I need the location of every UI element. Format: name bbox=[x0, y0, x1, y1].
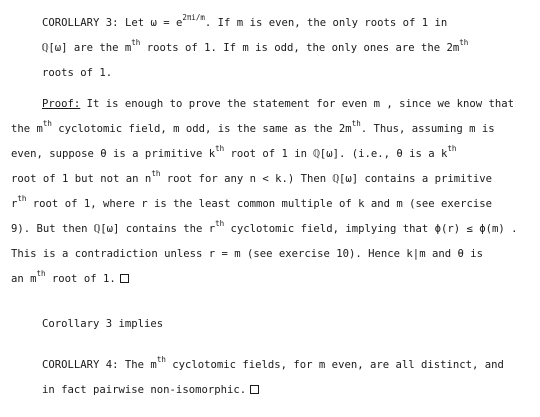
proof-text: root of 1 in ℚ[ω]. (i.e., θ is a k bbox=[224, 148, 448, 160]
proof-line8 bbox=[11, 269, 129, 286]
proof-line2 bbox=[11, 119, 495, 136]
corollary3-text: roots of 1. bbox=[42, 67, 113, 79]
corollary3-heading: COROLLARY 3: bbox=[42, 17, 119, 29]
proof-line7 bbox=[11, 247, 483, 261]
superscript: th bbox=[459, 38, 469, 48]
corollary3-text: roots of 1. If m is odd, the only ones are the 2m bbox=[140, 42, 460, 54]
proof-text: root of 1. bbox=[45, 273, 116, 285]
qed-box-icon bbox=[250, 385, 259, 394]
proof-text: even, suppose θ is a primitive k bbox=[11, 148, 216, 160]
superscript: th bbox=[351, 119, 361, 129]
proof-text: cyclotomic field, implying that ϕ(r) ≤ ϕ(m) . bbox=[224, 223, 518, 235]
transition-text: Corollary 3 implies bbox=[42, 318, 164, 330]
proof-line3 bbox=[11, 144, 457, 161]
corollary3-text: ℚ[ω] are the m bbox=[42, 42, 132, 54]
proof-label: Proof: bbox=[42, 98, 81, 110]
proof-text: the m bbox=[11, 123, 43, 135]
proof-line5 bbox=[11, 194, 493, 211]
corollary3-line3 bbox=[42, 66, 112, 80]
proof-text: root of 1, where r is the least common multiple of k and m (see exercise bbox=[26, 198, 493, 210]
proof-text: . Thus, assuming m is bbox=[360, 123, 495, 135]
superscript: th bbox=[215, 219, 225, 229]
proof-line1 bbox=[42, 97, 514, 111]
corollary4-text: in fact pairwise non-isomorphic. bbox=[42, 384, 247, 396]
proof-text: This is a contradiction unless r = m (see exercise 10). Hence k|m and θ is bbox=[11, 248, 483, 260]
superscript: th bbox=[131, 38, 141, 48]
proof-text: cyclotomic field, m odd, is the same as the 2m bbox=[51, 123, 352, 135]
qed-box-icon bbox=[120, 274, 129, 283]
corollary4-heading: COROLLARY 4: bbox=[42, 359, 119, 371]
corollary3-line2 bbox=[42, 38, 469, 55]
exponent: 2πi/m bbox=[182, 13, 205, 23]
corollary3-text: . If m is even, the only roots of 1 in bbox=[204, 17, 448, 29]
corollary3-text: Let ω = e bbox=[124, 17, 183, 29]
proof-text: root of 1 but not an n bbox=[11, 173, 152, 185]
proof-text: 9). But then ℚ[ω] contains the r bbox=[11, 223, 216, 235]
superscript: th bbox=[42, 119, 52, 129]
proof-line4 bbox=[11, 169, 493, 186]
transition-line bbox=[42, 317, 163, 331]
corollary4-line2 bbox=[42, 383, 259, 397]
corollary3-line1 bbox=[42, 13, 448, 30]
proof-text: r bbox=[11, 198, 18, 210]
superscript: th bbox=[215, 144, 225, 154]
superscript: th bbox=[156, 355, 166, 365]
corollary4-text: The m bbox=[118, 359, 157, 371]
proof-text: root for any n < k.) Then ℚ[ω] contains a primitive bbox=[160, 173, 493, 185]
proof-text: It is enough to prove the statement for even m , since we know that bbox=[80, 98, 514, 110]
proof-line6 bbox=[11, 219, 518, 236]
superscript: th bbox=[151, 169, 161, 179]
proof-text: an m bbox=[11, 273, 37, 285]
superscript: th bbox=[36, 269, 46, 279]
superscript: th bbox=[17, 194, 27, 204]
superscript: th bbox=[447, 144, 457, 154]
corollary4-text: cyclotomic fields, for m even, are all distinct, and bbox=[165, 359, 504, 371]
corollary4-line1 bbox=[42, 355, 504, 372]
